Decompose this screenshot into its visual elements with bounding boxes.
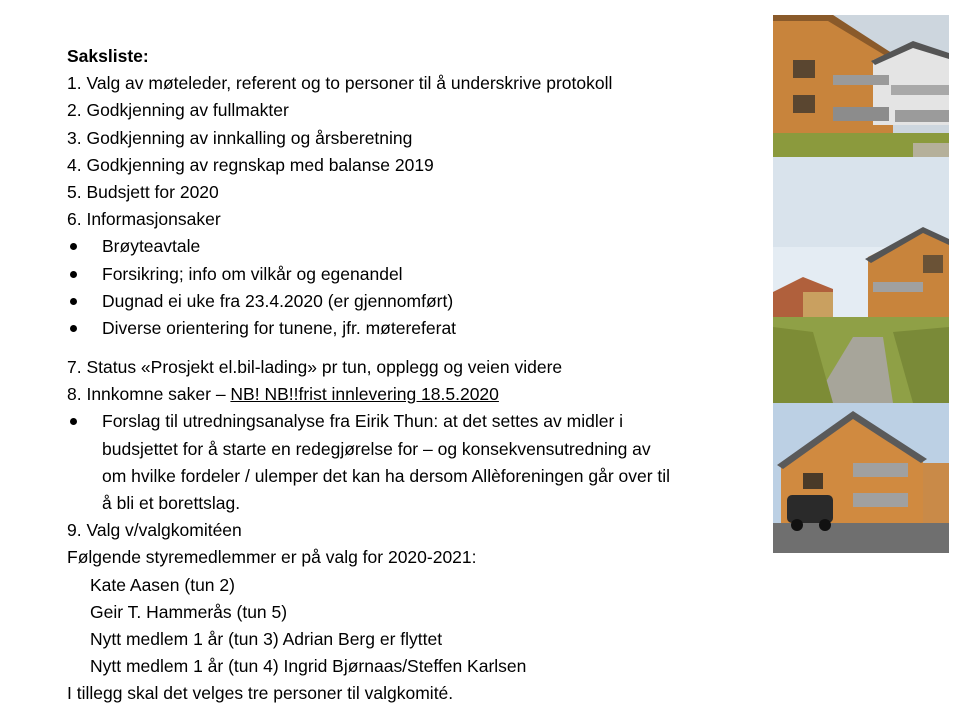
agenda-item-8: [67, 381, 757, 408]
proposal-line-4: å bli et borettslag.: [102, 493, 241, 513]
deadline-notice: NB! NB!!frist innlevering 18.5.2020: [230, 384, 499, 405]
bullet-text: Forsikring; info om vilkår og egenandel: [102, 263, 403, 284]
member-item: Nytt medlem 1 år (tun 3) Adrian Berg er flyttet: [90, 628, 443, 649]
bullet-item: [67, 233, 757, 260]
bullet-item: [67, 315, 757, 342]
bullet-icon: [70, 325, 77, 332]
bullet-icon: [70, 418, 77, 425]
election-intro: Følgende styremedlemmer er på valg for 2020-2021:: [67, 547, 477, 568]
agenda-title: Saksliste:: [67, 46, 149, 66]
agenda-text: [67, 43, 757, 708]
spacer: [67, 342, 757, 354]
agenda-item-7: 7. Status «Prosjekt el.bil-lading» pr tun, opplegg og veien videre: [67, 357, 563, 378]
bullet-item: [67, 288, 757, 315]
agenda-item-6: 6. Informasjonsaker: [67, 209, 221, 230]
bullet-icon: [70, 271, 77, 278]
bullet-text: Diverse orientering for tunene, jfr. møtereferat: [102, 317, 457, 338]
agenda-item-8-prefix: 8. Innkomne saker –: [67, 384, 231, 405]
agenda-item-1: 1. Valg av møteleder, referent og to personer til å underskrive protokoll: [67, 73, 613, 94]
proposal-line-2: budsjettet for å starte en redegjørelse for – og konsekvensutredning av: [102, 438, 651, 459]
photo-house-1: [773, 15, 949, 157]
member-item: Geir T. Hammerås (tun 5): [90, 601, 288, 622]
closing-text: I tillegg skal det velges tre personer til valgkomité.: [67, 683, 454, 704]
bullet-text: Brøyteavtale: [102, 236, 201, 257]
bullet-item: [67, 408, 757, 435]
bullet-item: [67, 261, 757, 288]
agenda-item-5: 5. Budsjett for 2020: [67, 181, 219, 202]
bullet-icon: [70, 243, 77, 250]
proposal-line-1: Forslag til utredningsanalyse fra Eirik Thun: at det settes av midler i: [102, 411, 624, 432]
proposal-line-3: om hvilke fordeler / ulemper det kan ha dersom Allèforeningen går over til: [102, 465, 671, 486]
photo-house-3: [773, 403, 949, 553]
member-item: Kate Aasen (tun 2): [90, 574, 235, 595]
agenda-item-2: 2. Godkjenning av fullmakter: [67, 100, 289, 121]
bullet-icon: [70, 298, 77, 305]
photo-column: [773, 15, 949, 553]
bullet-text: Dugnad ei uke fra 23.4.2020 (er gjennomført): [102, 290, 454, 311]
agenda-item-4: 4. Godkjenning av regnskap med balanse 2019: [67, 154, 434, 175]
photo-house-2: [773, 157, 949, 403]
agenda-item-9: 9. Valg v/valgkomitéen: [67, 520, 242, 541]
member-item: Nytt medlem 1 år (tun 4) Ingrid Bjørnaas/Steffen Karlsen: [90, 656, 527, 677]
agenda-item-3: 3. Godkjenning av innkalling og årsberetning: [67, 127, 413, 148]
